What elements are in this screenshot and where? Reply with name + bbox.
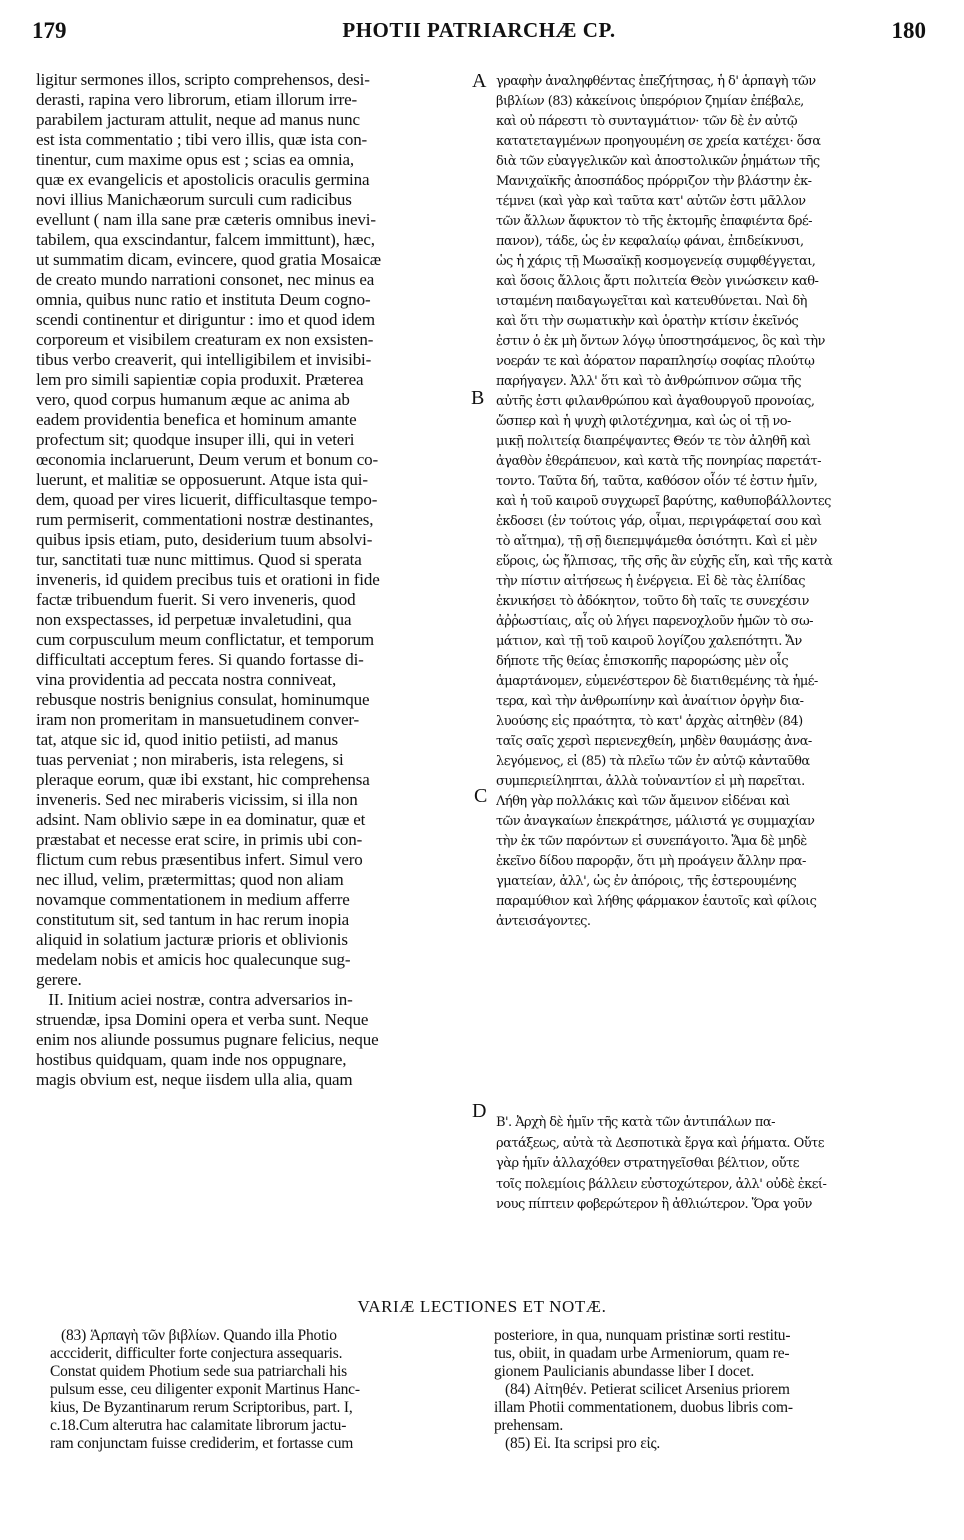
latin-column: ligitur sermones illos, scripto comprehensos, desi- derasti, rapina vero librorum, etiam illorum irre- parabilem jacturam attulit, neque ad manus nunc est ista commentatio ; tibi vero illis, quæ ista con- tinentur, cum maxime opus est ; scias ea omnia, quæ ex evangelicis et apostolicis oraculis germina novi illius Manichæorum surculi cum radicibus evellunt ( nam illa sane præ cæteris omnibus inevi- tabilem, qua exscindantur, falcem immittunt), hæc, ut summatim dicam, evincere, quod gratia Mosaicæ de creato mundo narrationi consonet, nec minus ea omnia, quibus nunc ratio et instituta Deum cogno- scendi continentur et diriguntur : imo et quod idem corporeum et visibilem creaturam ex non exsisten- tibus verbo creaverit, qui intelligibilem et invisibi- lem pro simili sapientiæ copia produxit. Præterea vero, quod corpus humanum æque ac anima ab eadem providentia benefica et hominum amante profectum sit; quodque insuper illi, qui in veteri œconomia inclaruerunt, Deum verum et bonum co- luerunt, et malitiæ se opposuerunt. Atque ista qui- dem, quoad per vires licuerit, difficultasque tempo- rum permiserit, commentationi nostræ destinantes, quibus ipsis etiam, puto, desiderium tuum absolvi- tur, sanctitati tuæ nunc mittimus. Quod si sperata inveneris, id quidem precibus tuis et orationi in fide factæ tribuendum fuerit. Si vero inveneris, quod non exspectasses, id perpetuæ invaletudini, qua cum corpusculum meum conflictatur, et temporum difficultati acceptum feres. Si quando fortasse di- vina providentia ad peccata nostra conniveat, rebusque nostris benignius consulat, hominumque iram non promeritam in mansuetudinem conver- tat, atque sic id, quod initio petiisti, ad manus tuas perveniat ; non miraberis, ista relegens, si pleraque eorum, quæ ibi exstant, hic comprehensa inveneris. Sed nec miraberis vicissim, si illa non adsint. Nam oblivio sæpe in ea dominatur, quæ et præstabat et necesse erat scire, in primis ubi con- flictum cum rebus præsentibus infert. Simul vero nec illud, velim, prætermittas; quod non aliam novamque commentationem in medium afferre constitutum sit, sed tantum in hac rerum inopia aliquid in solatium jacturæ prioris et oblivionis medelam nobis et amicis hoc qualecunque sug- gerere. II. Initium aciei nostræ, contra adversarios in- struendæ, ipsa Domini opera et verba sunt. Neque enim nos aliunde possumus pugnare felicius, neque hostibus quidquam, quam inde nos oppugnare, magis obvium est, neque iisdem ulla alia, quam bbox=[36, 70, 381, 1089]
greek-column: γραφὴν ἀναληφθέντας ἐπεζήτησας, ἡ δ' ἁρπαγὴ τῶν βιβλίων (83) κἀκείνοις ὑπερόριον ζημίαν ἐπέβαλε, καὶ οὐ πάρεστι τὸ συνταγμάτιον· τῶν δὲ ἐν αὐτῷ κατατεταγμένων προηγουμένη σε χρεία κατέχει· ὅσα διὰ τῶν εὐαγγελικῶν καὶ ἀποστολικῶν ῥημάτων τῆς Μανιχαϊκῆς ἀποσπάδος πρόρριζον τὴν βλάστην ἐκ- τέμνει (καὶ γὰρ καὶ ταῦτα κατ' αὐτῶν ἐστι μᾶλλον τῶν ἄλλων ἄφυκτον τὸ τῆς ἐκτομῆς ἐπαφιέντα δρέ- πανον), τάδε, ὡς ἐν κεφαλαίῳ φάναι, ἐπιδείκνυσι, ὡς ἡ χάρις τῇ Μωσαϊκῇ κοσμογενείᾳ συμφθέγγεται, καὶ ὅσοις ἄλλοις ἄρτι πολιτεία Θεὸν γινώσκειν καθ- ισταμένη παιδαγωγεῖται καὶ κατευθύνεται. Ναὶ δὴ καὶ ὅτι τὴν σωματικὴν καὶ ὁρατὴν κτίσιν ἐκεῖνός ἐστιν ὁ ἐκ μὴ ὄντων λόγῳ ὑποστησάμενος, ὃς καὶ τὴν νοεράν τε καὶ ἀόρατον παραπλησίῳ σοφίας πλούτῳ παρήγαγεν. Ἀλλ' ὅτι καὶ τὸ ἀνθρώπινον σῶμα τῆς αὐτῆς ἐστι φιλανθρώπου καὶ ἀγαθουργοῦ προνοίας, ὥσπερ καὶ ἡ ψυχὴ φιλοτέχνημα, καὶ ὡς οἱ τῇ νο- μικῇ πολιτείᾳ διαπρέψαντες Θεόν τε τὸν ἀληθῆ καὶ ἀγαθὸν ἐθεράπευον, καὶ κατὰ τῆς πονηρίας παρετάτ- τοντο. Ταῦτα δή, ταῦτα, καθόσον οἷόν τέ ἐστιν ἡμῖν, καὶ ἡ τοῦ καιροῦ συγχωρεῖ βαρύτης, καθυποβάλλοντες ἐκδοσει (ἐν τούτοις γάρ, οἶμαι, περιγράφεταί σου καὶ τὸ αἴτημα), τῇ σῇ διεπεμψάμεθα ὁσιότητι. Καὶ εἰ μὲν εὕροις, ὡς ἤλπισας, τῆς σῆς ἂν εὐχῆς εἴη, καὶ τῆς κατὰ τὴν πίστιν αἰτήσεως ἡ ἐνέργεια. Εἰ δὲ τὰς ἐλπίδας ἐκνικήσει τὸ ἀδόκητον, τοῦτο δὴ ταῖς τε συνεχέσιν ἀῤῥωστίαις, αἷς οὐ λήγει παρενοχλοῦν ἡμῶν τὸ σω- μάτιον, καὶ τῇ τοῦ καιροῦ λογίζου χαλεπότητι. Ἄν δήποτε τῆς θείας ἐπισκοπῆς παρορώσης μὲν οἷς ἁμαρτάνομεν, εὐμενέστερον δὲ διατιθεμένης τὰ ἡμέ- τερα, καὶ τὴν ἀνθρωπίνην καὶ ἀναίτιον ὀργὴν δια- λυούσης εἰς πραότητα, τὸ κατ' ἀρχὰς αἰτηθὲν (84) ταῖς σαῖς χερσὶ περιενεχθείη, μηδὲν θαυμάσῃς ἀνα- λεγόμενος, εἰ (85) τὰ πλεῖω τῶν ἐν αὐτῷ κἀνταῦθα συμπεριείληπται, ἀλλὰ τοὐναντίον εἰ μὴ παρεῖται. Λήθη γὰρ πολλάκις καὶ τῶν ἄμεινον εἰδέναι καὶ τῶν ἀναγκαίων ἐπεκράτησε, μάλιστά γε συμμαχίαν τὴν ἐκ τῶν παρόντων εἰ συνεπάγοιτο. Ἅμα δὲ μηδὲ ἐκεῖνο δίδου παρορᾷν, ὅτι μὴ προάγειν ἄλλην πρα- γματείαν, ἀλλ', ὡς ἐν ἀπόροις, τῆς ἐστερουμένης παραμύθιον καὶ λήθης φάρμακον ἑαυτοῖς καὶ φίλοις ἀντεισάγοντες. bbox=[496, 74, 833, 929]
running-title: PHOTII PATRIARCHÆ CP. bbox=[342, 18, 616, 42]
section-marker-b: B bbox=[471, 387, 485, 409]
section-marker-d: D bbox=[472, 1100, 487, 1122]
running-header bbox=[32, 18, 926, 54]
notes-left-column: (83) Ἁρπαγὴ τῶν βιβλίων. Quando illa Photio accciderit, difficulter forte conjectura assequaris. Constat quidem Photium sede sua patriarchali his pulsum esse, ceu diligenter exponit Martinus Hanc- kius, De Byzantinarum rerum Scriptoribus, part. I, c.18.Cum alterutra hac calamitate librorum jactu- ram conjunctam fuisse crediderim, et fortasse cum bbox=[50, 1327, 360, 1452]
notes-heading: VARIÆ LECTIONES ET NOTÆ. bbox=[357, 1297, 607, 1316]
greek-column-section-2: Β'. Ἀρχὴ δὲ ἡμῖν τῆς κατὰ τῶν ἀντιπάλων πα- ρατάξεως, αὐτὰ τὰ Δεσποτικὰ ἔργα καὶ ῥήματα. Οὔτε γὰρ ἡμῖν ἀλλαχόθεν στρατηγεῖσθαι βέλτιον, οὔτε τοῖς πολεμίοις βάλλειν εὐστοχώτερον, ἀλλ' οὐδὲ ἐκεί- νους πίπτειν φοβερώτερον ἢ ἀθλιώτερον. Ὅρα γοῦν bbox=[496, 1115, 827, 1212]
section-marker-a: A bbox=[472, 70, 487, 92]
notes-right-column: posteriore, in qua, nunquam pristinæ sorti restitu- tus, obiit, in quadam urbe Armeniorum, quam re- gionem Paulicianis abundasse liber I docet. (84) Αἰτηθέν. Petierat scilicet Arsenius priorem illam Photii commentationem, duobus libris com- prehensam. (85) Εἰ. Ita scripsi pro εἰς. bbox=[494, 1327, 793, 1452]
right-column-number: 180 bbox=[891, 18, 926, 43]
left-column-number: 179 bbox=[32, 18, 67, 43]
section-marker-c: C bbox=[474, 785, 488, 807]
